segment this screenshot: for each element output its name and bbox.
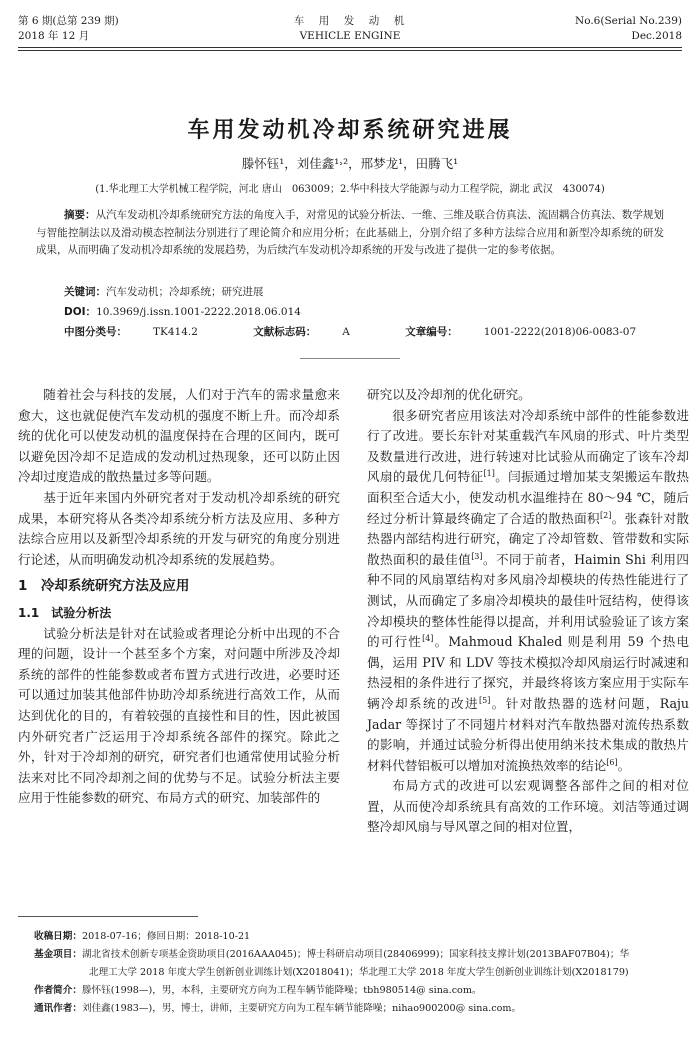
footnote-author	[34, 982, 684, 1000]
clc-label: 中图分类号：	[64, 326, 127, 338]
abstract	[36, 207, 664, 260]
doc-code-label: 文献标志码：	[253, 326, 317, 338]
header-issue-date: 2018 年 12 月	[18, 30, 90, 42]
header-issue-number: 第 6 期(总第 239 期)	[18, 15, 119, 27]
abstract-text: 从汽车发动机冷却系统研究方法的角度入手，对常见的试验分析法、一维、三维及联合仿真法、流固耦合仿真法、数学规划与智能控制法以及滑动模态控制法分别进行了理论简介和应用分析；在此基础上，分别介绍了多种方法综合应用和新型冷却系统的研发成果，从而明确了发动机冷却系统的发展趋势，为后续汽车发动机冷却系统的开发与改进了提供一定的参考依据。	[36, 209, 665, 256]
doi-label: DOI：	[64, 306, 97, 318]
doc-code-value: A	[342, 326, 350, 338]
author-affiliations: (1.华北理工大学机械工程学院，河北 唐山 063009；2.华中科技大学能源与动力工程学院，湖北 武汉 430074)	[95, 184, 605, 195]
subsection-heading-1-1: 1.1 试验分析法	[18, 605, 112, 620]
footnote-corresponding	[34, 1000, 684, 1018]
section-heading-1: 1 冷却系统研究方法及应用	[18, 578, 190, 595]
citation-ref-2[interactable]: [2]	[600, 510, 612, 520]
abstract-label: 摘要：	[64, 209, 96, 221]
header-journal-cn: 车 用 发 动 机	[293, 15, 407, 27]
header-serial	[575, 14, 682, 44]
author-bio-value: 滕怀钰(1998—)，男，本科，主要研究方向为工程车辆节能降噪；tbh980514@ sina.com。	[81, 985, 482, 996]
citation-ref-4[interactable]: [4]	[422, 633, 434, 643]
author-bio-label: 作者简介：	[34, 985, 82, 996]
body-column-left	[18, 385, 340, 809]
layout-paragraph: 布局方式的改进可以宏观调整各部件之间的相对位置，从而使冷却系统具有高效的工作环境。刘洁等通过调整冷却风扇与导风罩之间的相对位置，	[367, 778, 689, 835]
header-rule-bottom	[18, 50, 682, 51]
header-serial-date: Dec.2018	[631, 30, 682, 42]
classification-row	[64, 324, 688, 339]
doi	[64, 304, 301, 319]
fund-line-1: 湖北省技术创新专项基金资助项目(2016AAA045)；博士科研启动项目(28406999)；国家科技支撑计划(2013BAF07B04)；华	[81, 949, 630, 960]
article-title: 车用发动机冷却系统研究进展	[187, 118, 513, 143]
text-run: 。不同于前者，Haimin Shi 利用四种不同的风扇罩结构对多风扇冷却模块的传热性能进行了测试，从而确定了多扇冷却模块的最佳叶冠结构，使得该冷却模块的整体性能得以提高，并利用试验验证了该方案的可行性	[367, 551, 689, 650]
clc-value: TK414.2	[153, 326, 198, 338]
text-run: 。Mahmoud Khaled 则是利用 59 个热电偶，运用 PIV 和 LDV 等技术模拟冷却风扇运行时减速和热浸相的条件进行了探究，并最终将该方案应用于实际车辆冷却系统的改进	[367, 634, 690, 711]
performance-paragraph	[367, 406, 689, 777]
text-run: 。闫振通过增加某支架搬运车散热面积至合适大小，使发动机水温维持在 80～94 ℃，随后经过分析计算最终确定了合适的散热面积	[367, 469, 690, 526]
citation-ref-3[interactable]: [3]	[471, 551, 483, 561]
author-list: 滕怀钰¹，刘佳鑫¹˒²，邢梦龙¹，田腾飞¹	[241, 156, 459, 171]
received-value: 2018-07-16；修回日期：2018-10-21	[81, 931, 251, 942]
text-run: 。针对散热器的选材问题，Raju Jadar 等探讨了不同翅片材料对汽车散热器对流传热系数的影响，并通过试验分析得出使用纳米技术集成的散热片材料代替铝板可以增加对流换热效率的结论	[367, 695, 690, 773]
received-label: 收稿日期：	[34, 931, 82, 942]
header-rule-top	[18, 47, 682, 48]
section-1-1-paragraph: 试验分析法是针对在试验或者理论分析中出现的不合理的问题，设计一个甚至多个方案，对问题中所涉及冷却系统的部件的性能参数或者布置方式进行改进，必要时还可以通过加装其他部件协助冷却系统进行高效工作，从而达到优化的目的，有着较强的直接性和目的性，因此被国内外研究者广泛运用于冷却系统各部件的探究。除此之外，针对于冷却剂的研究，研究者们也通常使用试验分析法来对比不同冷却剂之间的优势与不足。试验分析法主要应用于性能参数的研究、布局方式的研究、加装部件的	[18, 625, 340, 806]
header-serial-number: No.6(Serial No.239)	[575, 15, 682, 27]
citation-ref-5[interactable]: [5]	[478, 695, 491, 705]
footnotes	[34, 928, 684, 1018]
citation-ref-1[interactable]: [1]	[483, 469, 495, 479]
continued-paragraph: 研究以及冷却剂的优化研究。	[367, 387, 531, 402]
text-run: 很多研究者应用该法对冷却系统中部件的性能参数进行了改进。要长东针对某重载汽车风扇的形式、叶片类型及数量进行改进，进行转速对比试验从而确定了该车冷却风扇的最优几何特征	[367, 407, 689, 485]
intro-paragraph-1: 随着社会与科技的发展，人们对于汽车的需求量愈来愈大，这也就促使汽车发动机的强度不断上升。而冷却系统的优化可以使发动机的温度保持在合理的区间内，既可以避免因冷却不足造成的发动机过热现象，还可以防止因冷却过度造成的散热量过多等问题。	[18, 387, 340, 485]
doi-value[interactable]: 10.3969/j.issn.1001-2222.2018.06.014	[96, 306, 301, 318]
footnote-fund	[34, 946, 684, 964]
footnote-rule	[18, 916, 198, 917]
keywords-label: 关键词：	[64, 286, 106, 298]
header-journal-en: VEHICLE ENGINE	[299, 30, 401, 42]
article-number-label: 文章编号：	[405, 326, 458, 338]
corresponding-label: 通讯作者：	[34, 1003, 82, 1014]
citation-ref-6[interactable]: [6]	[606, 757, 618, 767]
keywords	[64, 284, 264, 299]
article-number-value: 1001-2222(2018)06-0083-07	[483, 326, 637, 338]
fund-label: 基金项目：	[34, 949, 82, 960]
body-column-right	[367, 385, 689, 838]
abstract-separator	[300, 358, 400, 359]
corresponding-value: 刘佳鑫(1983—)，男，博士，讲师，主要研究方向为工程车辆节能降噪；nihao900200@ sina.com。	[81, 1003, 522, 1014]
intro-paragraph-2: 基于近年来国内外研究者对于发动机冷却系统的研究成果，本研究将从各类冷却系统分析方法及应用、多种方法综合应用以及新型冷却系统的开发与研究的角度分别进行论述，从而明确发动机冷却系统的发展趋势。	[18, 489, 340, 567]
text-run: 。张森针对散热器内部结构进行研究，确定了冷却管数、管带数和实际散热面积的最佳值	[367, 510, 690, 567]
text-run: 。	[617, 757, 631, 773]
footnote-fund-continued: 北理工大学 2018 年度大学生创新创业训练计划(X2018041)；华北理工大学 2018 年度大学生创新创业训练计划(X2018179)	[89, 967, 629, 978]
footnote-received	[34, 928, 684, 946]
keywords-text: 汽车发动机；冷却系统；研究进展	[106, 286, 264, 298]
